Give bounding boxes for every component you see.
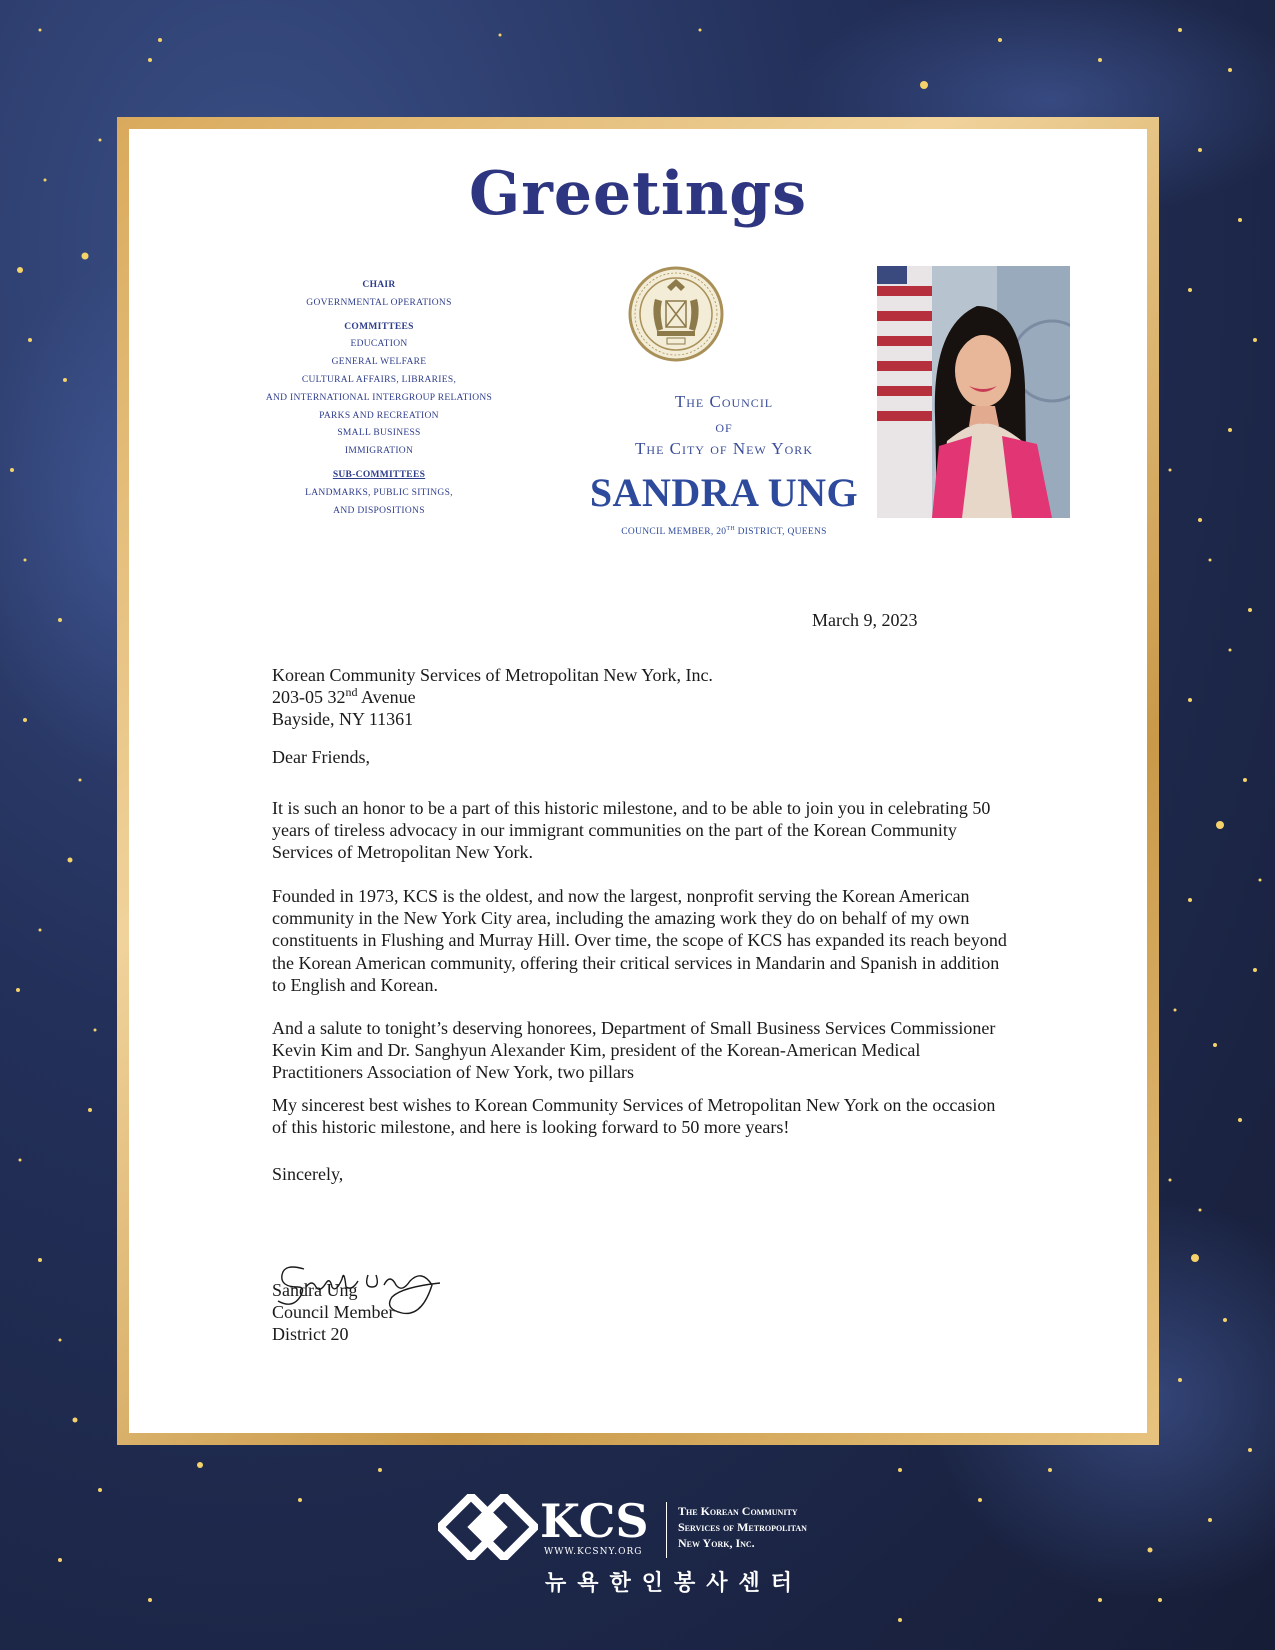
council-member-photo (877, 266, 1070, 518)
council-member-name: SANDRA UNG (589, 470, 859, 515)
committee-item: GENERAL WELFARE (331, 357, 427, 368)
council-line-3: The City of New York (635, 439, 813, 458)
closing: Sincerely, (272, 1164, 344, 1184)
greetings-title: Greetings (468, 159, 808, 229)
sub-committee-item: AND DISPOSITIONS (333, 505, 425, 516)
signoff-title: Council Member (272, 1302, 395, 1323)
signoff-name: Sandra Ung (272, 1280, 358, 1300)
letter-paragraph: It is such an honor to be a part of this historic milestone, and to be able to join you in celebrating 50 years of tireless advocacy in our immigrant communities on the part of the Korean Community Services of Metropolitan New York. (272, 798, 991, 863)
letter-date: March 9, 2023 (812, 610, 918, 630)
sub-committee-item: LANDMARKS, PUBLIC SITINGS, (305, 487, 453, 498)
salutation: Dear Friends, (272, 747, 370, 767)
chair-heading: CHAIR (362, 280, 396, 290)
letter-paper (129, 129, 1147, 1433)
committee-item: CULTURAL AFFAIRS, LIBRARIES, (301, 374, 457, 385)
kcs-footer (0, 1480, 1275, 1630)
committee-list (249, 277, 509, 520)
letter-paragraph: Founded in 1973, KCS is the oldest, and now the largest, nonprofit serving the Korean American community in the New York City area, including the amazing work they do on behalf of my own constituents in Flushing and Murray Hill. Over time, the scope of KCS has expanded its reach beyond the Korean American community, offering their critical services in Mandarin and Spanish in addition to English and Korean. (272, 886, 1007, 995)
address-city: Bayside, NY 11361 (272, 709, 414, 730)
sub-committees-heading: SUB-COMMITTEES (332, 469, 426, 480)
kcs-website: WWW.KCSNY.ORG (544, 1547, 643, 1557)
kcs-korean-name: 뉴욕한인봉사센터 (545, 1571, 804, 1596)
city-seal-icon (627, 265, 725, 363)
chair-item: GOVERNMENTAL OPERATIONS (306, 297, 452, 308)
kcs-logo-text: KCS (540, 1494, 649, 1548)
address-org: Korean Community Services of Metropolitan New York, Inc. (272, 665, 713, 685)
committee-item: IMMIGRATION (344, 446, 414, 457)
committees-heading: COMMITTEES (344, 321, 414, 332)
kcs-diamond-logo-icon (438, 1494, 538, 1560)
council-line-1: The Council (674, 392, 774, 411)
signoff-district: District 20 (272, 1324, 349, 1345)
signoff (272, 1279, 1012, 1346)
recipient-address (272, 664, 1012, 731)
letter-paragraph: My sincerest best wishes to Korean Community Services of Metropolitan New York on the occasion of this historic milestone, and here is looking forward to 50 more years! (272, 1095, 996, 1138)
committee-item: AND INTERNATIONAL INTERGROUP RELATIONS (265, 392, 493, 403)
committee-item: SMALL BUSINESS (337, 428, 421, 439)
committee-item: PARKS AND RECREATION (319, 410, 439, 421)
letter-paragraph: And a salute to tonight’s deserving honorees, Department of Small Business Services Commissioner Kevin Kim and Dr. Sanghyun Alexander Kim, president of the Korean-American Medical Practitioners Association of New York, two pillars (272, 1018, 996, 1083)
council-member-title: COUNCIL MEMBER, 20TH DISTRICT, QUEENS (621, 526, 827, 538)
council-line-2: of (715, 417, 733, 436)
gold-frame (117, 117, 1159, 1445)
address-street: 203-05 32nd Avenue (272, 685, 416, 708)
kcs-org-name: The Korean Community Services of Metropolitan New York, Inc. (678, 1504, 807, 1550)
committee-item: EDUCATION (350, 339, 408, 350)
